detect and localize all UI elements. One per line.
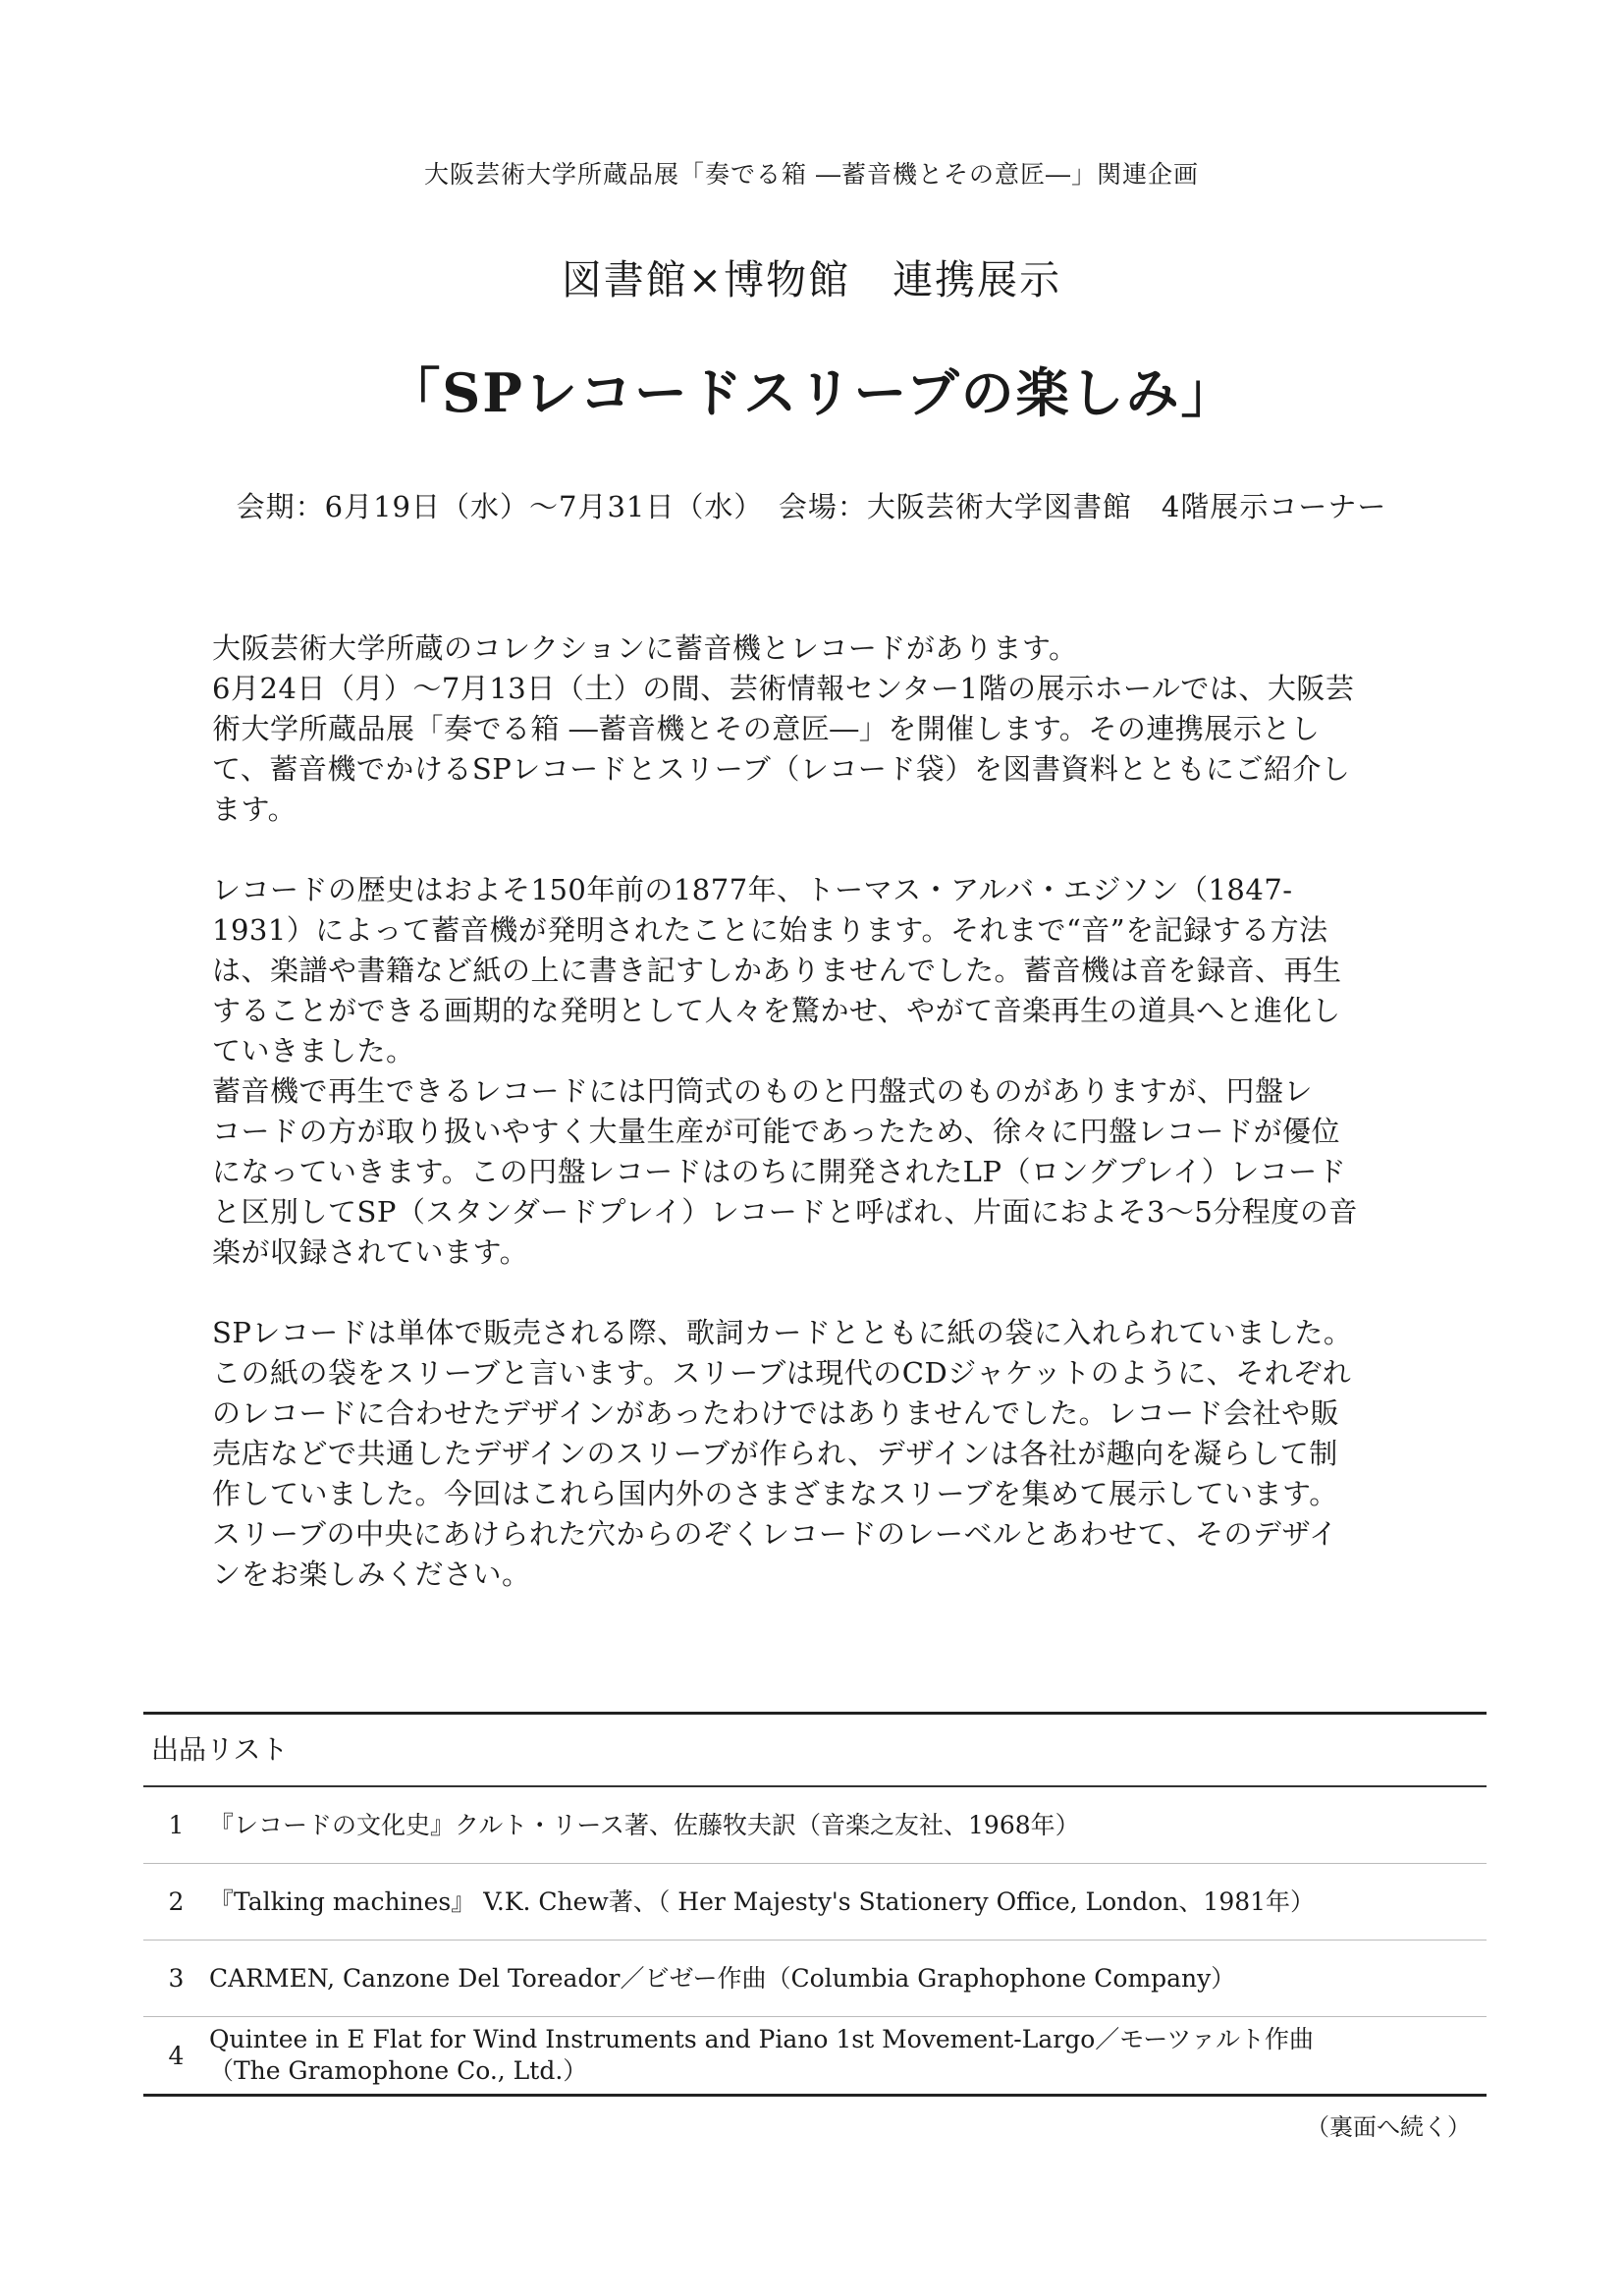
body-line: 1931）によって蓄音機が発明されたことに始まります。それまで“音”を記録する方法 [212,913,1328,947]
body-line: ていきました。 [212,1034,415,1067]
body-line: 術大学所蔵品展「奏でる箱 ―蓄音機とその意匠―」を開催します。その連携展示とし [212,712,1321,745]
item-text [209,1810,1080,1841]
exhibit-list [143,1712,1487,2097]
body-line: と区別してSP（スタンダードプレイ）レコードと呼ばれ、片面におよそ3〜5分程度の音 [212,1195,1358,1229]
body-line: 大阪芸術大学所蔵のコレクションに蓄音機とレコードがあります。 [212,631,1078,665]
body-line: することができる画期的な発明として人々を驚かせ、やがて音楽再生の道具へと進化し [212,994,1341,1027]
paragraph-gap [212,1273,1420,1313]
list-item [143,1787,1487,1864]
body-text [212,629,1420,1595]
body-line: この紙の袋をスリーブと言います。スリーブは現代のCDジャケットのように、それぞれ [212,1356,1352,1390]
body-line: 6月24日（月）〜7月13日（土）の間、芸術情報センター1階の展示ホールでは、大阪芸 [212,672,1355,705]
period-and-venue: 会期：6月19日（水）〜7月31日（水） 会場：大阪芸術大学図書館 4階展示コーナー [236,490,1387,523]
body-line: のレコードに合わせたデザインがあったわけではありませんでした。レコード会社や販 [212,1396,1340,1430]
list-item [143,1864,1487,1941]
body-line: 売店などで共通したデザインのスリーブが作られ、デザインは各社が趣向を凝らして制 [212,1437,1338,1470]
item-number: 1 [168,1811,185,1839]
body-line: SPレコードは単体で販売される際、歌詞カードとともに紙の袋に入れられていました。 [212,1316,1353,1349]
body-line: 楽が収録されています。 [212,1235,529,1269]
item-line: 『Talking machines』 V.K. Chew著、（ Her Majesty's Stationery Office, London、1981年） [209,1886,1316,1916]
body-line: ます。 [212,793,298,826]
list-item [143,1941,1487,2017]
item-text [209,2024,1314,2087]
item-text [209,1886,1315,1918]
exhibit-list-heading: 出品リスト [143,1715,1487,1787]
body-line: は、楽譜や書籍など紙の上に書き記すしかありませんでした。蓄音機は音を録音、再生 [212,954,1342,987]
item-line: （The Gramophone Co., Ltd.） [209,2056,588,2085]
body-line: 蓄音機で再生できるレコードには円筒式のものと円盤式のものがありますが、円盤レ [212,1074,1314,1108]
item-line: 『レコードの文化史』クルト・リース著、佐藤牧夫訳（音楽之友社、1968年） [209,1810,1080,1839]
paragraph-gap [212,830,1420,870]
body-line: 作していました。今回はこれら国内外のさまざまなスリーブを集めて展示しています。 [212,1477,1338,1510]
body-line: ンをお楽しみください。 [212,1558,531,1591]
related-event-line: 大阪芸術大学所蔵品展「奏でる箱 ―蓄音機とその意匠―」関連企画 [424,160,1199,189]
exhibition-title: 「SPレコードスリーブの楽しみ」 [387,361,1236,424]
continued-note: （裏面へ続く） [1306,2113,1471,2141]
item-line: Quintee in E Flat for Wind Instruments and Piano 1st Movement-Largo／モーツァルト作曲 [209,2025,1315,2053]
body-line: コードの方が取り扱いやすく大量生産が可能であったため、徐々に円盤レコードが優位 [212,1115,1341,1148]
item-number: 3 [168,1964,185,1993]
exhibition-subtitle: 図書館×博物館 連携展示 [561,256,1062,303]
list-item [143,2017,1487,2094]
body-line: スリーブの中央にあけられた穴からのぞくレコードのレーベルとあわせて、そのデザイ [212,1517,1338,1551]
item-line: CARMEN, Canzone Del Toreador／ビゼー作曲（Columbia Graphophone Company） [209,1963,1236,1993]
item-number: 2 [168,1887,185,1916]
item-number: 4 [168,2041,185,2070]
body-line: レコードの歴史はおよそ150年前の1877年、トーマス・アルバ・エジソン（1847- [212,873,1293,906]
item-text [209,1963,1235,1995]
body-line: て、蓄音機でかけるSPレコードとスリーブ（レコード袋）を図書資料とともにご紹介し [212,752,1351,786]
body-line: になっていきます。この円盤レコードはのちに開発されたLP（ロングプレイ）レコード [212,1155,1347,1188]
